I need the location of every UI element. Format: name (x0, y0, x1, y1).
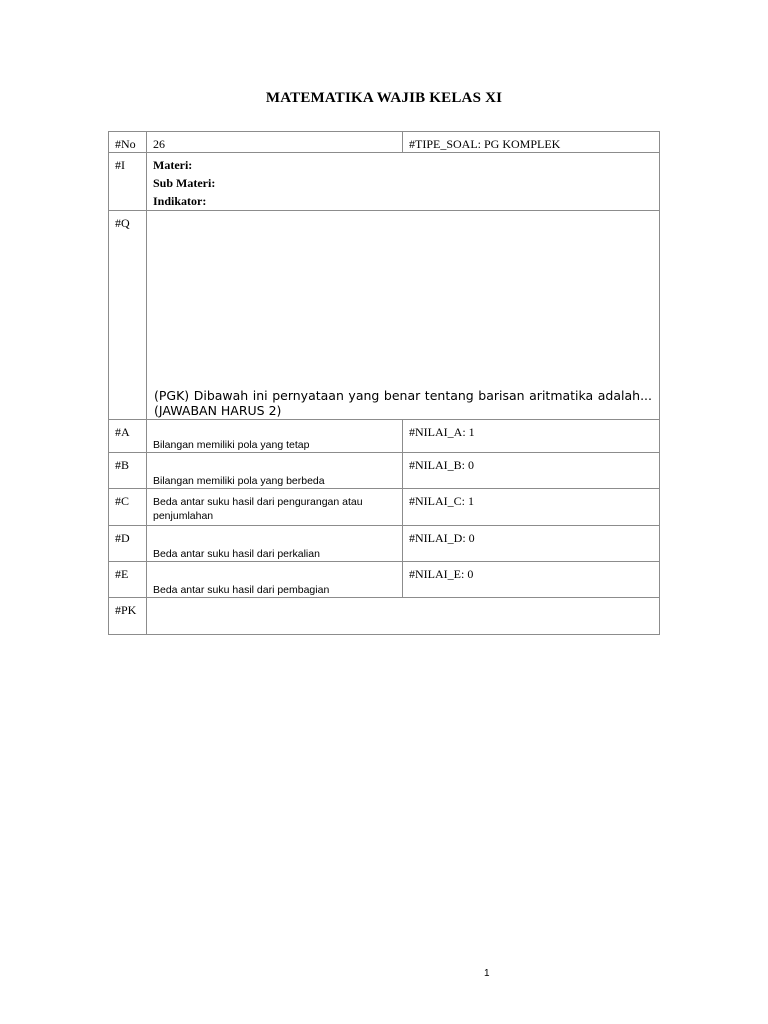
option-text-cell (147, 489, 403, 526)
page-number: 1 (484, 968, 490, 979)
materi-label: Materi: (153, 158, 193, 172)
option-label: #B (109, 453, 147, 489)
no-value: 26 (147, 132, 403, 153)
option-nilai: #NILAI_C: 1 (403, 489, 660, 526)
info-row (109, 153, 660, 211)
option-text: Bilangan memiliki pola yang berbeda (153, 475, 325, 487)
option-text: Beda antar suku hasil dari pembagian (153, 584, 330, 596)
option-nilai: #NILAI_B: 0 (403, 453, 660, 489)
info-cell (147, 153, 660, 211)
question-row (109, 211, 660, 420)
option-text-cell (147, 562, 403, 598)
tipe-soal: #TIPE_SOAL: PG KOMPLEK (403, 132, 660, 153)
option-text: Beda antar suku hasil dari perkalian (153, 548, 320, 560)
option-row-d (109, 526, 660, 562)
no-label: #No (109, 132, 147, 153)
sub-materi-label: Sub Materi: (153, 176, 216, 190)
option-row-e (109, 562, 660, 598)
pk-cell (147, 598, 660, 635)
option-label: #D (109, 526, 147, 562)
question-label: #Q (109, 211, 147, 420)
pk-label: #PK (109, 598, 147, 635)
info-label: #I (109, 153, 147, 211)
option-nilai: #NILAI_D: 0 (403, 526, 660, 562)
page-title: MATEMATIKA WAJIB KELAS XI (265, 90, 503, 106)
option-label: #A (109, 420, 147, 453)
option-label: #E (109, 562, 147, 598)
header-row (109, 132, 660, 153)
option-row-b (109, 453, 660, 489)
option-text-cell (147, 420, 403, 453)
indikator-label: Indikator: (153, 194, 207, 208)
question-table (108, 131, 660, 635)
option-text-cell (147, 526, 403, 562)
question-text: (PGK) Dibawah ini pernyataan yang benar tentang barisan aritmatika adalah... (JAWABAN HARUS 2) (154, 388, 652, 418)
option-nilai: #NILAI_E: 0 (403, 562, 660, 598)
option-text: Beda antar suku hasil dari pengurangan atau penjumlahan (153, 496, 363, 522)
question-cell (147, 211, 660, 420)
option-row-c (109, 489, 660, 526)
option-label: #C (109, 489, 147, 526)
option-nilai: #NILAI_A: 1 (403, 420, 660, 453)
option-row-a (109, 420, 660, 453)
option-text-cell (147, 453, 403, 489)
option-text: Bilangan memiliki pola yang tetap (153, 439, 310, 451)
pk-row (109, 598, 660, 635)
